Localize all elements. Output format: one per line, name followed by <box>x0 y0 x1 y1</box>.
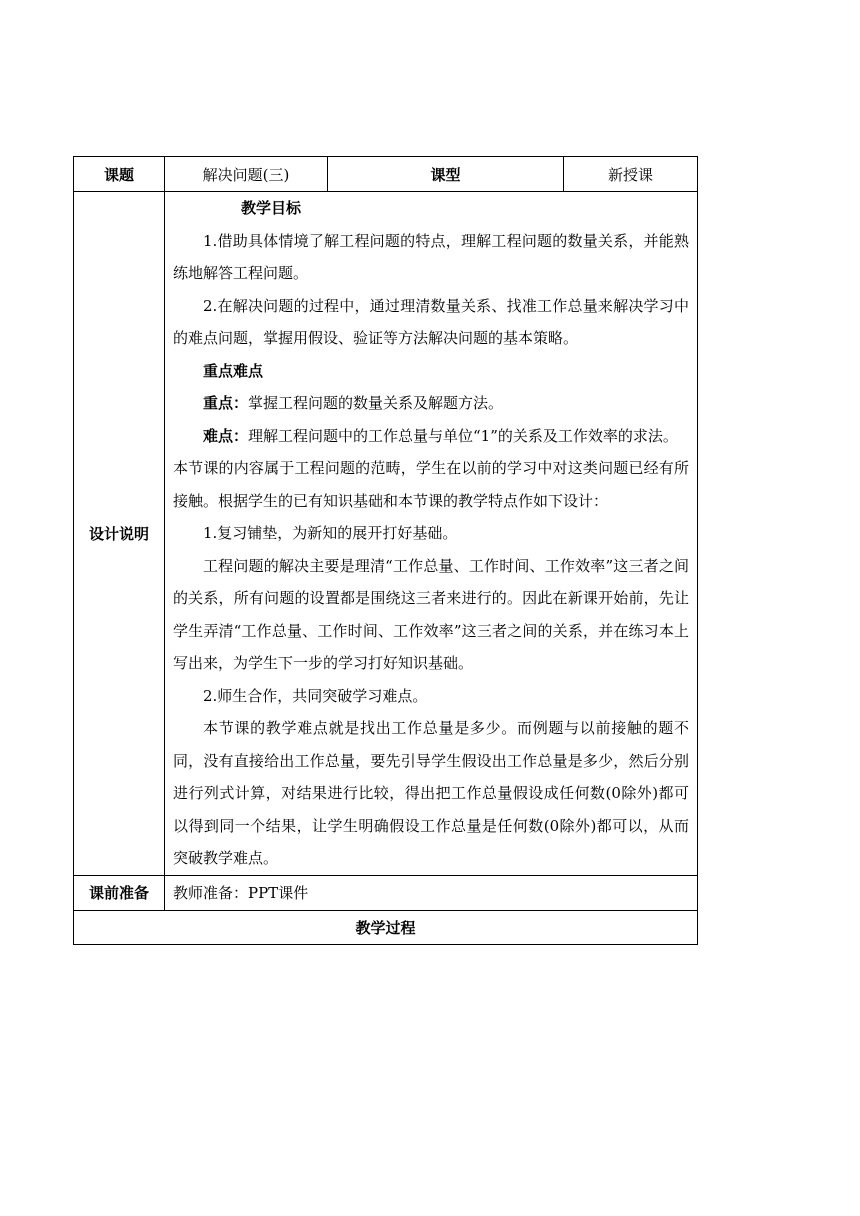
preparation-label: 课前准备 <box>74 875 165 910</box>
key-title: 重点难点 <box>203 361 264 380</box>
preparation-value: 教师准备：PPT课件 <box>165 875 698 910</box>
point-1-text: 工程问题的解决主要是理清“工作总量、工作时间、工作效率”这三者之间的关系，所有问题的设置都是围绕这三者来进行的。因此在新课开始前，先让学生弄清“工作总量、工作时间、工作效率”这三者之间的关系，并在练习本上写出来，为学生下一步的学习打好知识基础。 <box>173 556 689 672</box>
key-text: 掌握工程问题的数量关系及解题方法。 <box>248 394 504 412</box>
type-value: 新授课 <box>564 157 698 192</box>
preparation-row <box>74 875 698 910</box>
point-2-text: 本节课的教学难点就是找出工作总量是多少。而例题与以前接触的题不同，没有直接给出工作总量，要先引导学生假设出工作总量是多少，然后分别进行列式计算，对结果进行比较，得出把工作总量假设成任何数(0除外)都可以得到同一个结果，让学生明确假设工作总量是任何数(0除外)都可以，从而突破教学难点。 <box>173 719 689 867</box>
difficulty-label: 难点： <box>203 426 249 445</box>
lesson-plan-table <box>73 156 698 945</box>
design-content <box>165 192 698 876</box>
objective-2: 2.在解决问题的过程中，通过理清数量关系、找准工作总量来解决学习中的难点问题，掌握用假设、验证等方法解决问题的基本策略。 <box>173 296 689 347</box>
process-row <box>74 910 698 944</box>
objectives-title: 教学目标 <box>241 199 302 217</box>
point-1-title: 1.复习铺垫，为新知的展开打好基础。 <box>203 524 458 542</box>
design-row <box>74 192 698 876</box>
difficulty-point <box>173 420 689 453</box>
topic-value: 解决问题(三) <box>165 157 328 192</box>
objective-1: 1.借助具体情境了解工程问题的特点，理解工程问题的数量关系，并能熟练地解答工程问题。 <box>173 231 689 282</box>
design-label: 设计说明 <box>74 192 165 876</box>
process-title: 教学过程 <box>74 910 698 944</box>
difficulty-text: 理解工程问题中的工作总量与单位“1”的关系及工作效率的求法。 <box>248 426 678 445</box>
key-point <box>173 387 689 420</box>
design-intro: 本节课的内容属于工程问题的范畴，学生在以前的学习中对这类问题已经有所接触。根据学生的已有知识基础和本节课的教学特点作如下设计： <box>173 459 689 510</box>
header-row <box>74 157 698 192</box>
key-label: 重点： <box>203 394 249 412</box>
topic-label: 课题 <box>74 157 165 192</box>
type-label: 课型 <box>328 157 564 192</box>
point-2-title: 2.师生合作，共同突破学习难点。 <box>203 686 428 705</box>
